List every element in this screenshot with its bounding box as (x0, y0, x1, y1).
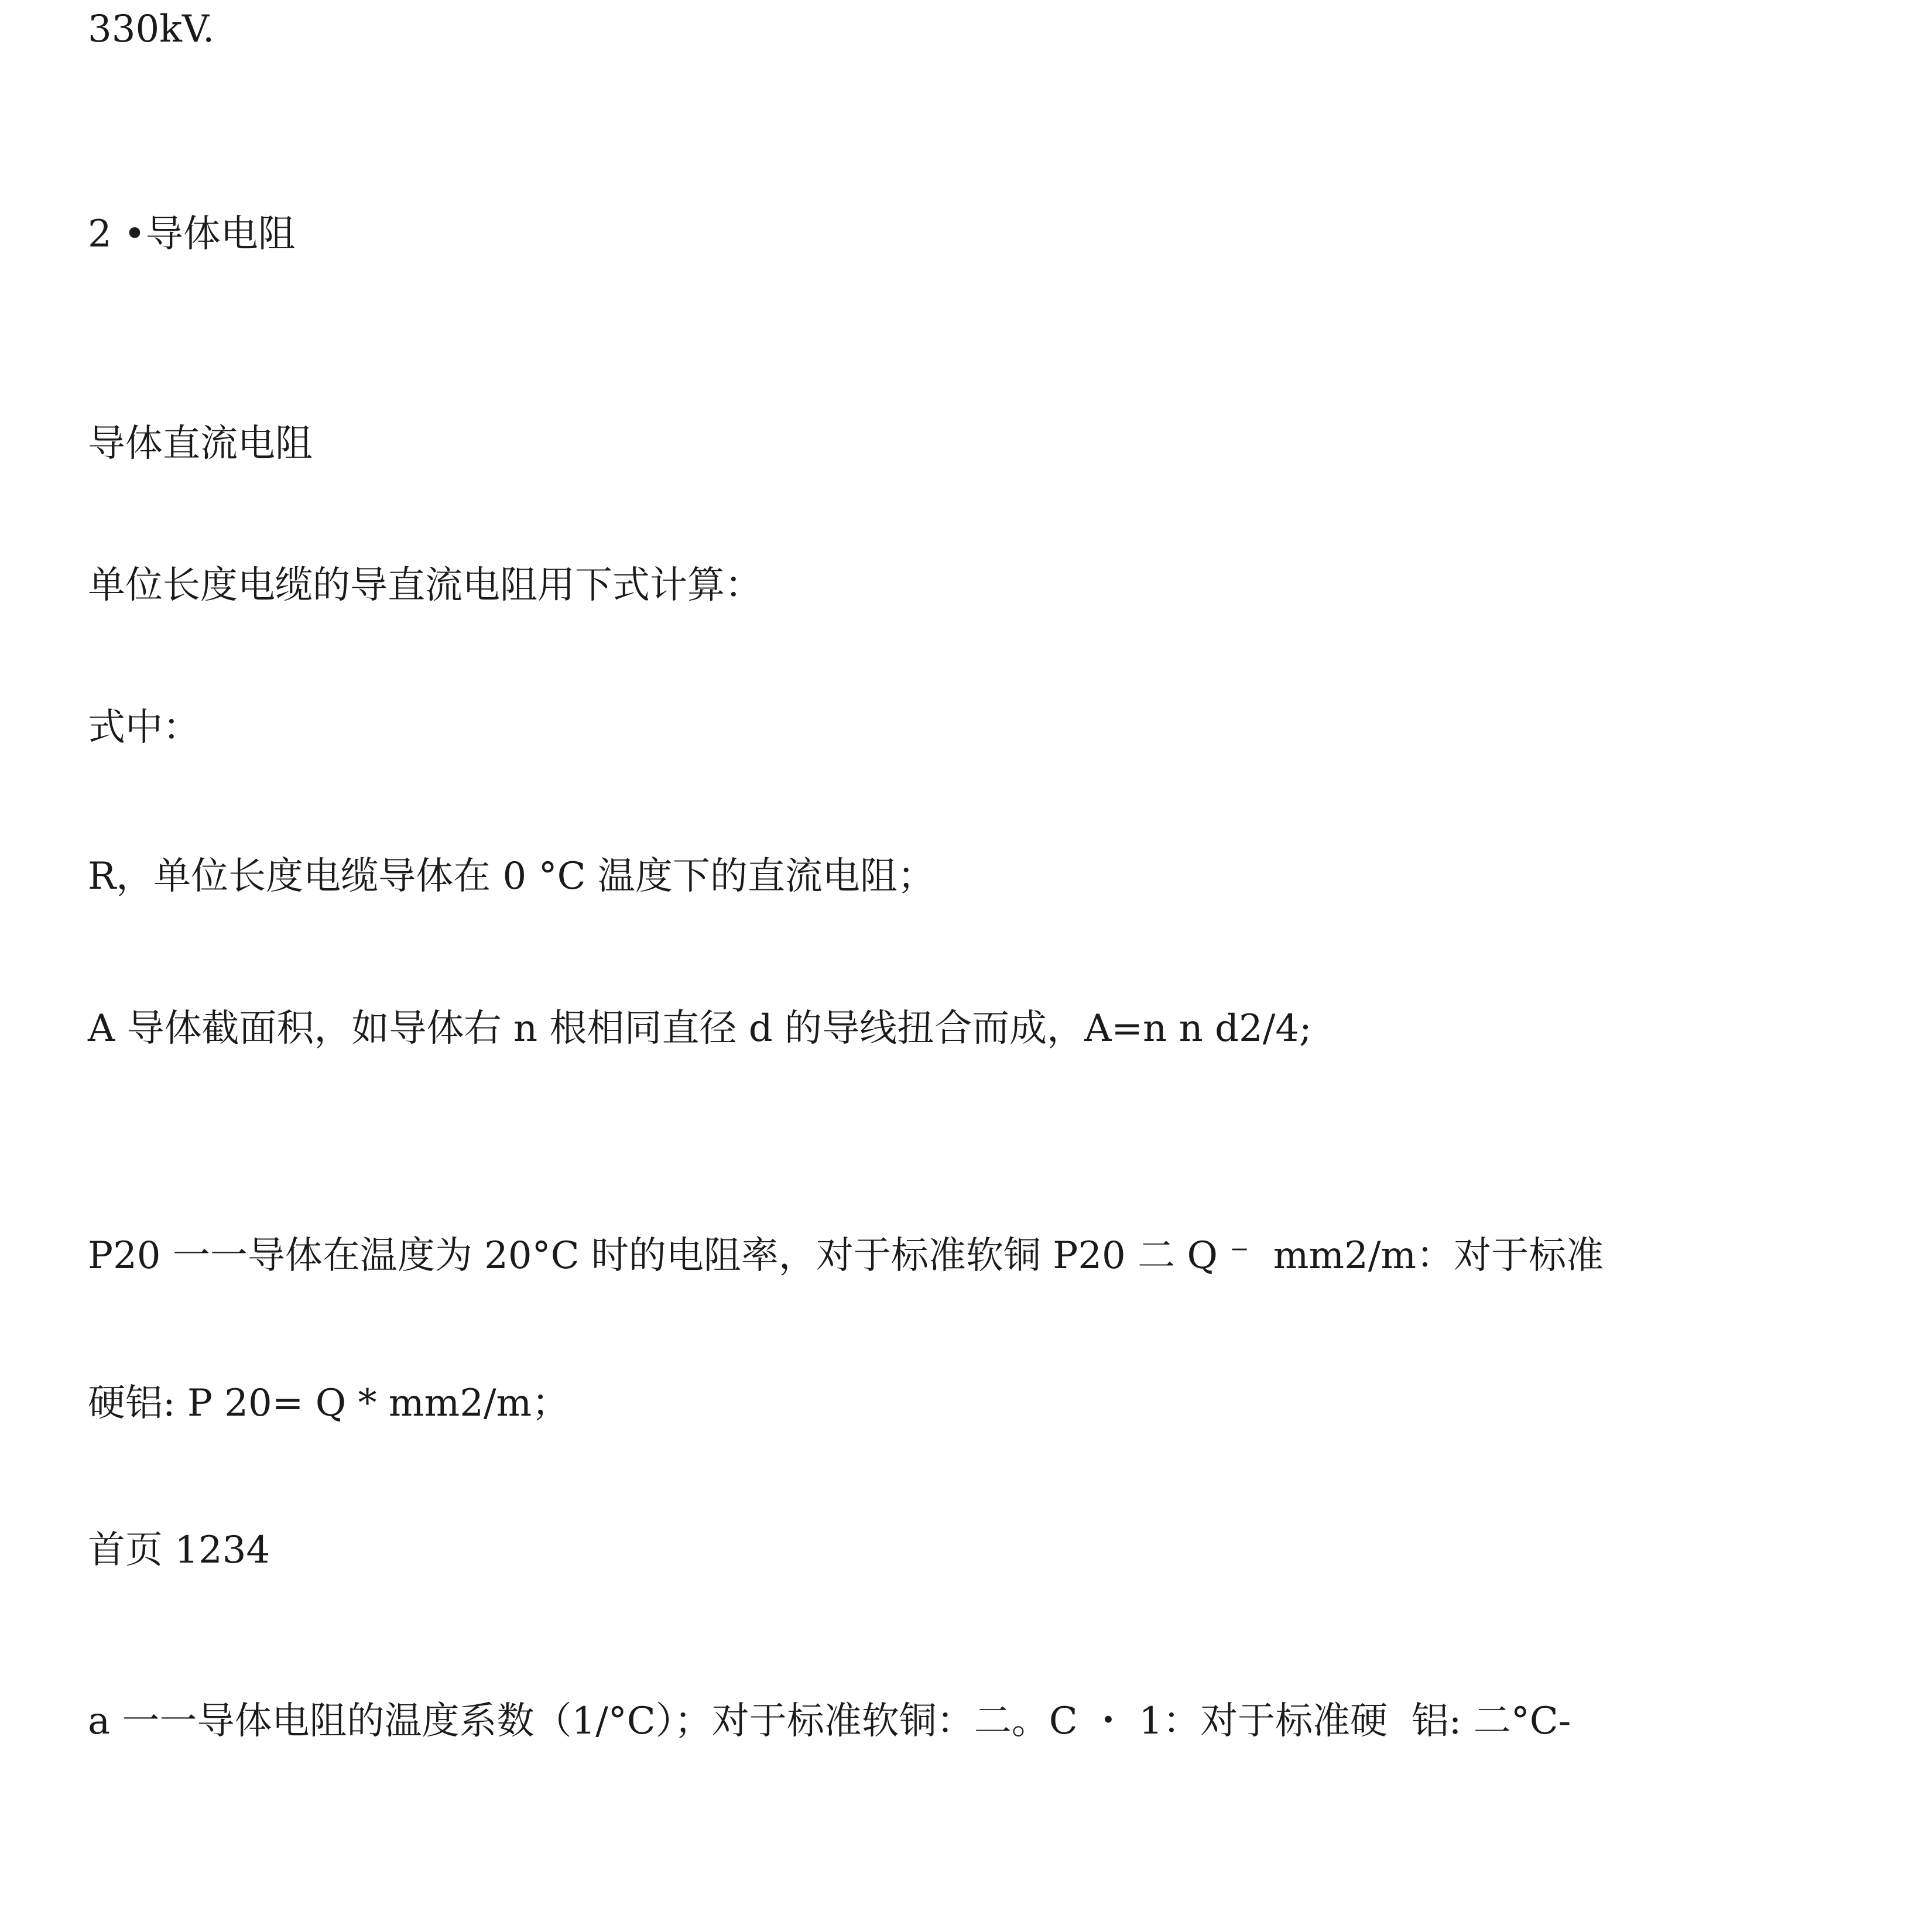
resistivity-definition: P20 一一导体在温度为 20°C 时的电阻率，对于标准软铜 P20 二 Q ⁻ mm2/m：对于标准 (88, 1234, 1604, 1277)
section-heading: 2 •导体电阻 (88, 213, 296, 256)
temperature-coefficient: a 一一导体电阻的温度系数（1/°C）；对于标准软铜：二。C ・ 1：对于标准硬 铝: 二°C- (88, 1700, 1571, 1743)
resistance-definition: R，单位长度电缆导体在 0 °C 温度下的直流电阻； (88, 855, 935, 898)
area-definition: A 导体截面积，如导体右 n 根相同直径 d 的导线扭合而成，A=n n d2/4; (88, 1007, 1312, 1050)
page-navigation-text: 首页 1234 (88, 1529, 270, 1572)
where-label: 式中： (88, 706, 200, 749)
voltage-text: 330kV. (88, 8, 215, 51)
formula-intro-text: 单位长度电缆的导直流电阻用下式计算： (88, 564, 762, 607)
aluminum-resistivity: 硬铝: P 20= Q * mm2/m； (88, 1382, 570, 1425)
subsection-heading: 导体直流电阻 (88, 422, 313, 465)
